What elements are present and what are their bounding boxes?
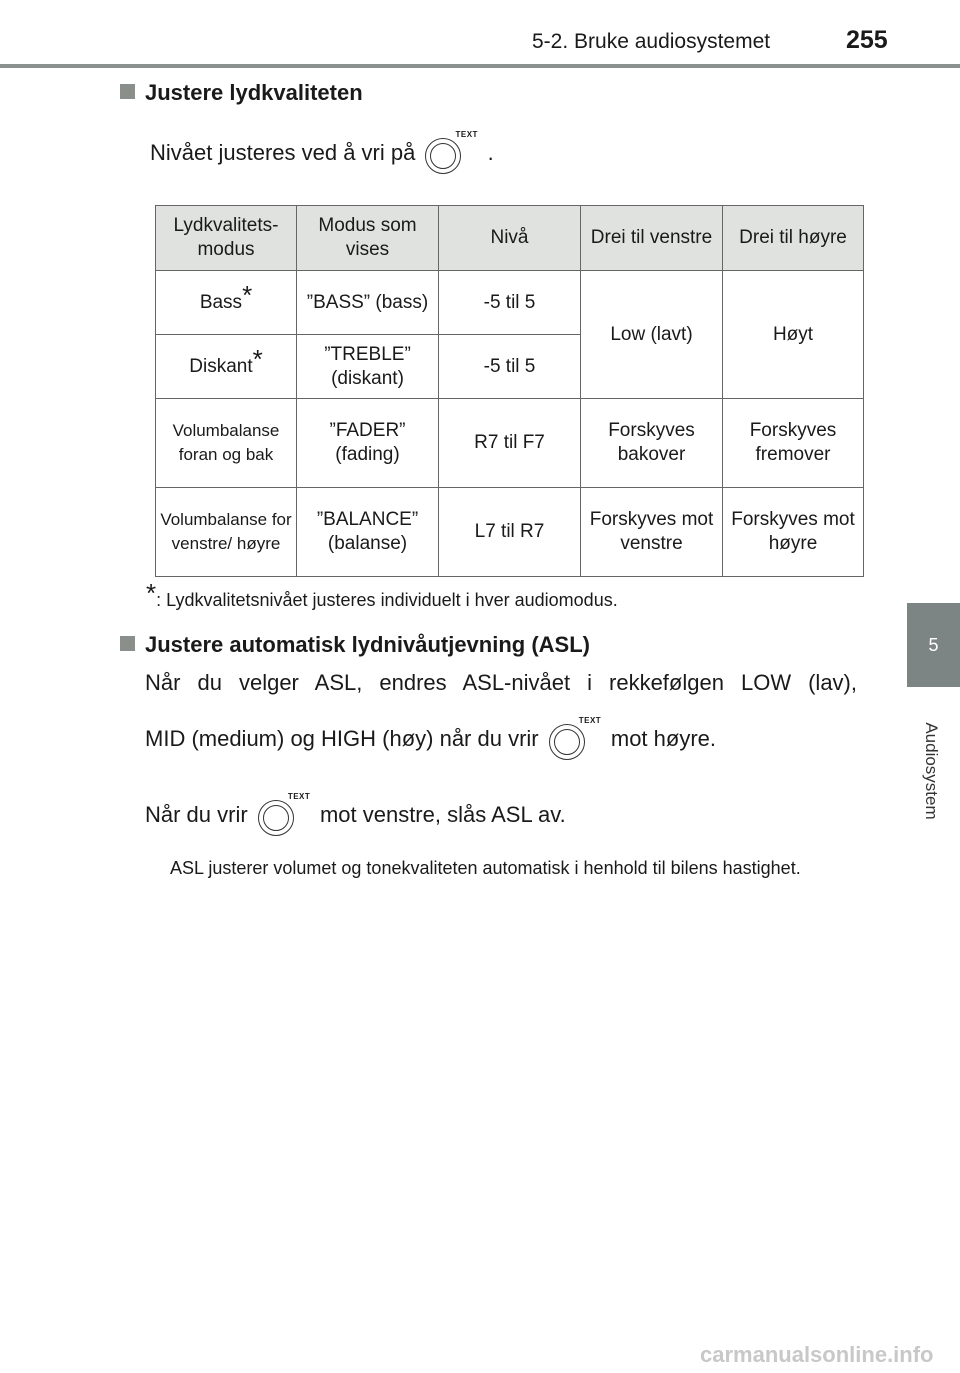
asl-paragraph-line3: Når du vrir TEXT mot venstre, slås ASL av. [145,794,566,838]
table-cell: Høyt [723,271,864,399]
table-cell: ”FADER” (fading) [297,399,439,488]
heading-asl: Justere automatisk lydnivåutjevning (ASL) [120,632,590,658]
table-cell: ”BASS” (bass) [297,271,439,335]
sound-quality-table [155,205,864,577]
tune-knob-icon: TEXT [545,718,605,762]
square-bullet-icon [120,84,135,99]
col-header: Modus som vises [297,206,439,271]
table-cell: Forskyves mot høyre [723,488,864,577]
table-row [156,271,864,335]
chapter-tab: 5 [907,603,960,687]
table-header-row [156,206,864,271]
header-divider [0,64,960,68]
asl-paragraph-line2: MID (medium) og HIGH (høy) når du vrir TEXT mot høyre. [145,718,716,762]
col-header: Drei til venstre [581,206,723,271]
table-cell: Forskyves bakover [581,399,723,488]
table-cell: -5 til 5 [439,271,581,335]
section-title: 5-2. Bruke audiosystemet [532,30,771,53]
table-cell: Volumbalanse for venstre/ høyre [156,488,297,577]
tune-knob-icon: TEXT [254,794,314,838]
heading-sound-quality: Justere lydkvaliteten [120,80,363,106]
table-cell: Volumbalanse foran og bak [156,399,297,488]
chapter-label: Audiosystem [922,722,941,820]
table-cell: Low (lavt) [581,271,723,399]
table-cell: L7 til R7 [439,488,581,577]
table-cell: -5 til 5 [439,335,581,399]
intro-paragraph: Nivået justeres ved å vri på TEXT . [150,132,494,176]
table-cell: Bass* [156,271,297,335]
table-cell: Forskyves mot venstre [581,488,723,577]
asl-note: ASL justerer volumet og tonekvaliteten automatisk i henhold til bilens hastighet. [170,858,801,878]
footnote-mark: * [242,279,253,310]
footnote-mark: * [252,343,263,374]
page-number: 255 [846,26,888,54]
asl-paragraph-line1: Når du velger ASL, endres ASL-nivået i rekkefølgen LOW (lav), [145,670,857,695]
table-cell: ”TREBLE” (diskant) [297,335,439,399]
col-header: Drei til høyre [723,206,864,271]
watermark: carmanualsonline.info [700,1342,934,1367]
col-header: Lydkvalitets-modus [156,206,297,271]
table-row [156,488,864,577]
table-row [156,399,864,488]
table-cell: R7 til F7 [439,399,581,488]
table-cell: Forskyves fremover [723,399,864,488]
col-header: Nivå [439,206,581,271]
table-footnote: *: Lydkvalitetsnivået justeres individuelt i hver audiomodus. [146,578,618,610]
square-bullet-icon [120,636,135,651]
tune-knob-icon: TEXT [421,132,481,176]
table-cell: Diskant* [156,335,297,399]
table-cell: ”BALANCE” (balanse) [297,488,439,577]
